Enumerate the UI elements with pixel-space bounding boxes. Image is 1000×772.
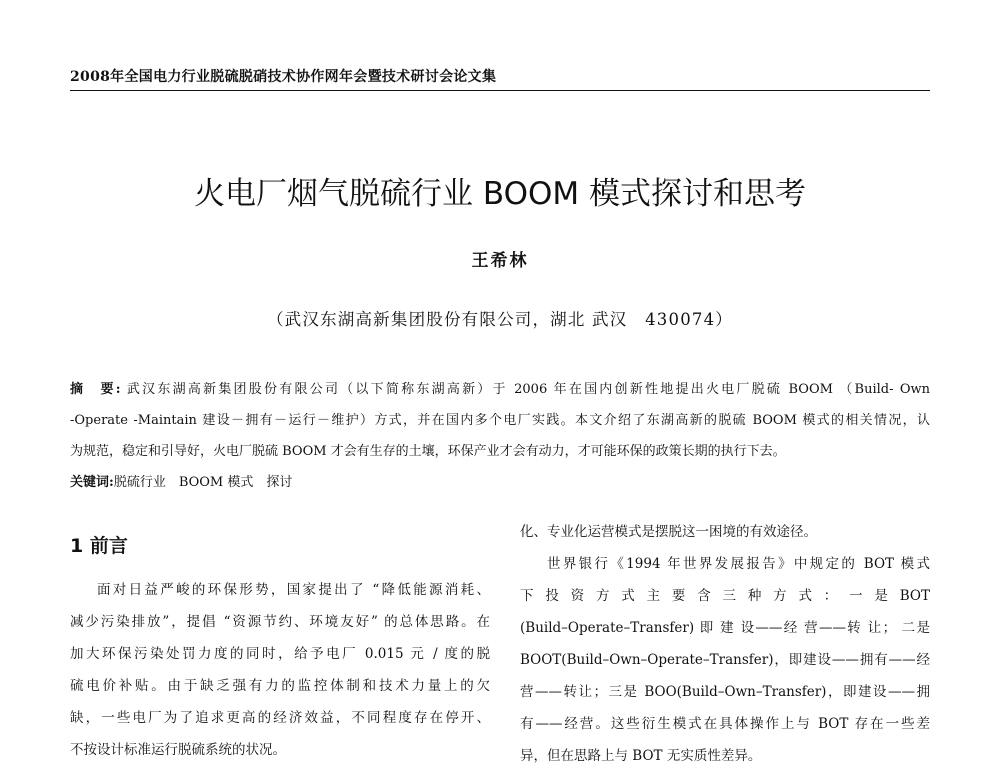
abstract-block (70, 374, 930, 498)
abstract-line-2: -Operate -Maintain 建设－拥有－运行－维护）方式，并在国内多个电厂实践。本文介绍了东湖高新的脱硫 BOOM 模式的相关情况，认 (70, 413, 930, 428)
section-heading-intro: 1 前言 (70, 535, 128, 557)
right-line-7: 有——经营。这些衍生模式在具体操作上与 BOT 存在一些差 (520, 716, 930, 732)
author-name: 王希林 (471, 251, 529, 271)
abstract-text-1: 武汉东湖高新集团股份有限公司（以下简称东湖高新）于 2006 年在国内创新性地提出火电厂脱硫 BOOM （Build- Own (126, 382, 930, 397)
intro-line-1: 面对日益严峻的环保形势，国家提出了 “降低能源消耗、 (97, 582, 490, 598)
right-line-3: 下 投 资 方 式 主 要 含 三 种 方 式 ： 一 是 BOT (520, 588, 930, 604)
right-line-1: 化、专业化运营模式是摆脱这一困境的有效途径。 (520, 524, 817, 540)
paper-title: 火电厂烟气脱硫行业 BOOM 模式探讨和思考 (194, 176, 806, 212)
intro-line-6: 不按设计标准运行脱硫系统的状况。 (70, 742, 286, 758)
intro-line-4: 硫电价补贴。由于缺乏强有力的监控体制和技术力量上的欠 (70, 678, 490, 694)
right-paragraph (520, 516, 930, 772)
keywords-line (70, 467, 930, 498)
right-column (520, 516, 930, 772)
abstract-line-3: 为规范，稳定和引导好，火电厂脱硫 BOOM 才会有生存的土壤，环保产业才会有动力，才可能环保的政策长期的执行下去。 (70, 444, 786, 459)
right-line-2: 世界银行《1994 年世界发展报告》中规定的 BOT 模式 (547, 556, 930, 572)
abstract-line-1 (70, 374, 930, 405)
intro-line-2: 减少污染排放”，提倡 “资源节约、环境友好” 的总体思路。在 (70, 614, 490, 630)
intro-paragraph (70, 574, 490, 766)
right-line-5: BOOT(Build–Own–Operate–Transfer)，即建设——拥有——经 (520, 652, 930, 668)
intro-line-5: 缺，一些电厂为了追求更高的经济效益，不同程度存在停开、 (70, 710, 490, 726)
right-line-6: 营——转让；三是 BOO(Build–Own–Transfer)，即建设——拥 (520, 684, 930, 700)
keywords-text: 脱硫行业 BOOM 模式 探讨 (113, 475, 293, 490)
abstract-label: 摘 要: (70, 382, 121, 397)
running-head: 2008年全国电力行业脱硫脱硝技术协作网年会暨技术研讨会论文集 (70, 69, 497, 85)
header-rule (70, 90, 930, 91)
keywords-label: 关键词: (70, 475, 114, 490)
right-line-8: 异，但在思路上与 BOT 无实质性差异。 (520, 748, 762, 764)
left-column (70, 528, 490, 766)
author-affiliation: （武汉东湖高新集团股份有限公司，湖北 武汉 430074） (266, 310, 734, 329)
intro-line-3: 加大环保污染处罚力度的同时，给予电厂 0.015 元 / 度的脱 (70, 646, 490, 662)
right-line-4: (Build–Operate–Transfer) 即 建 设——经 营——转 让； 二是 (520, 620, 930, 636)
